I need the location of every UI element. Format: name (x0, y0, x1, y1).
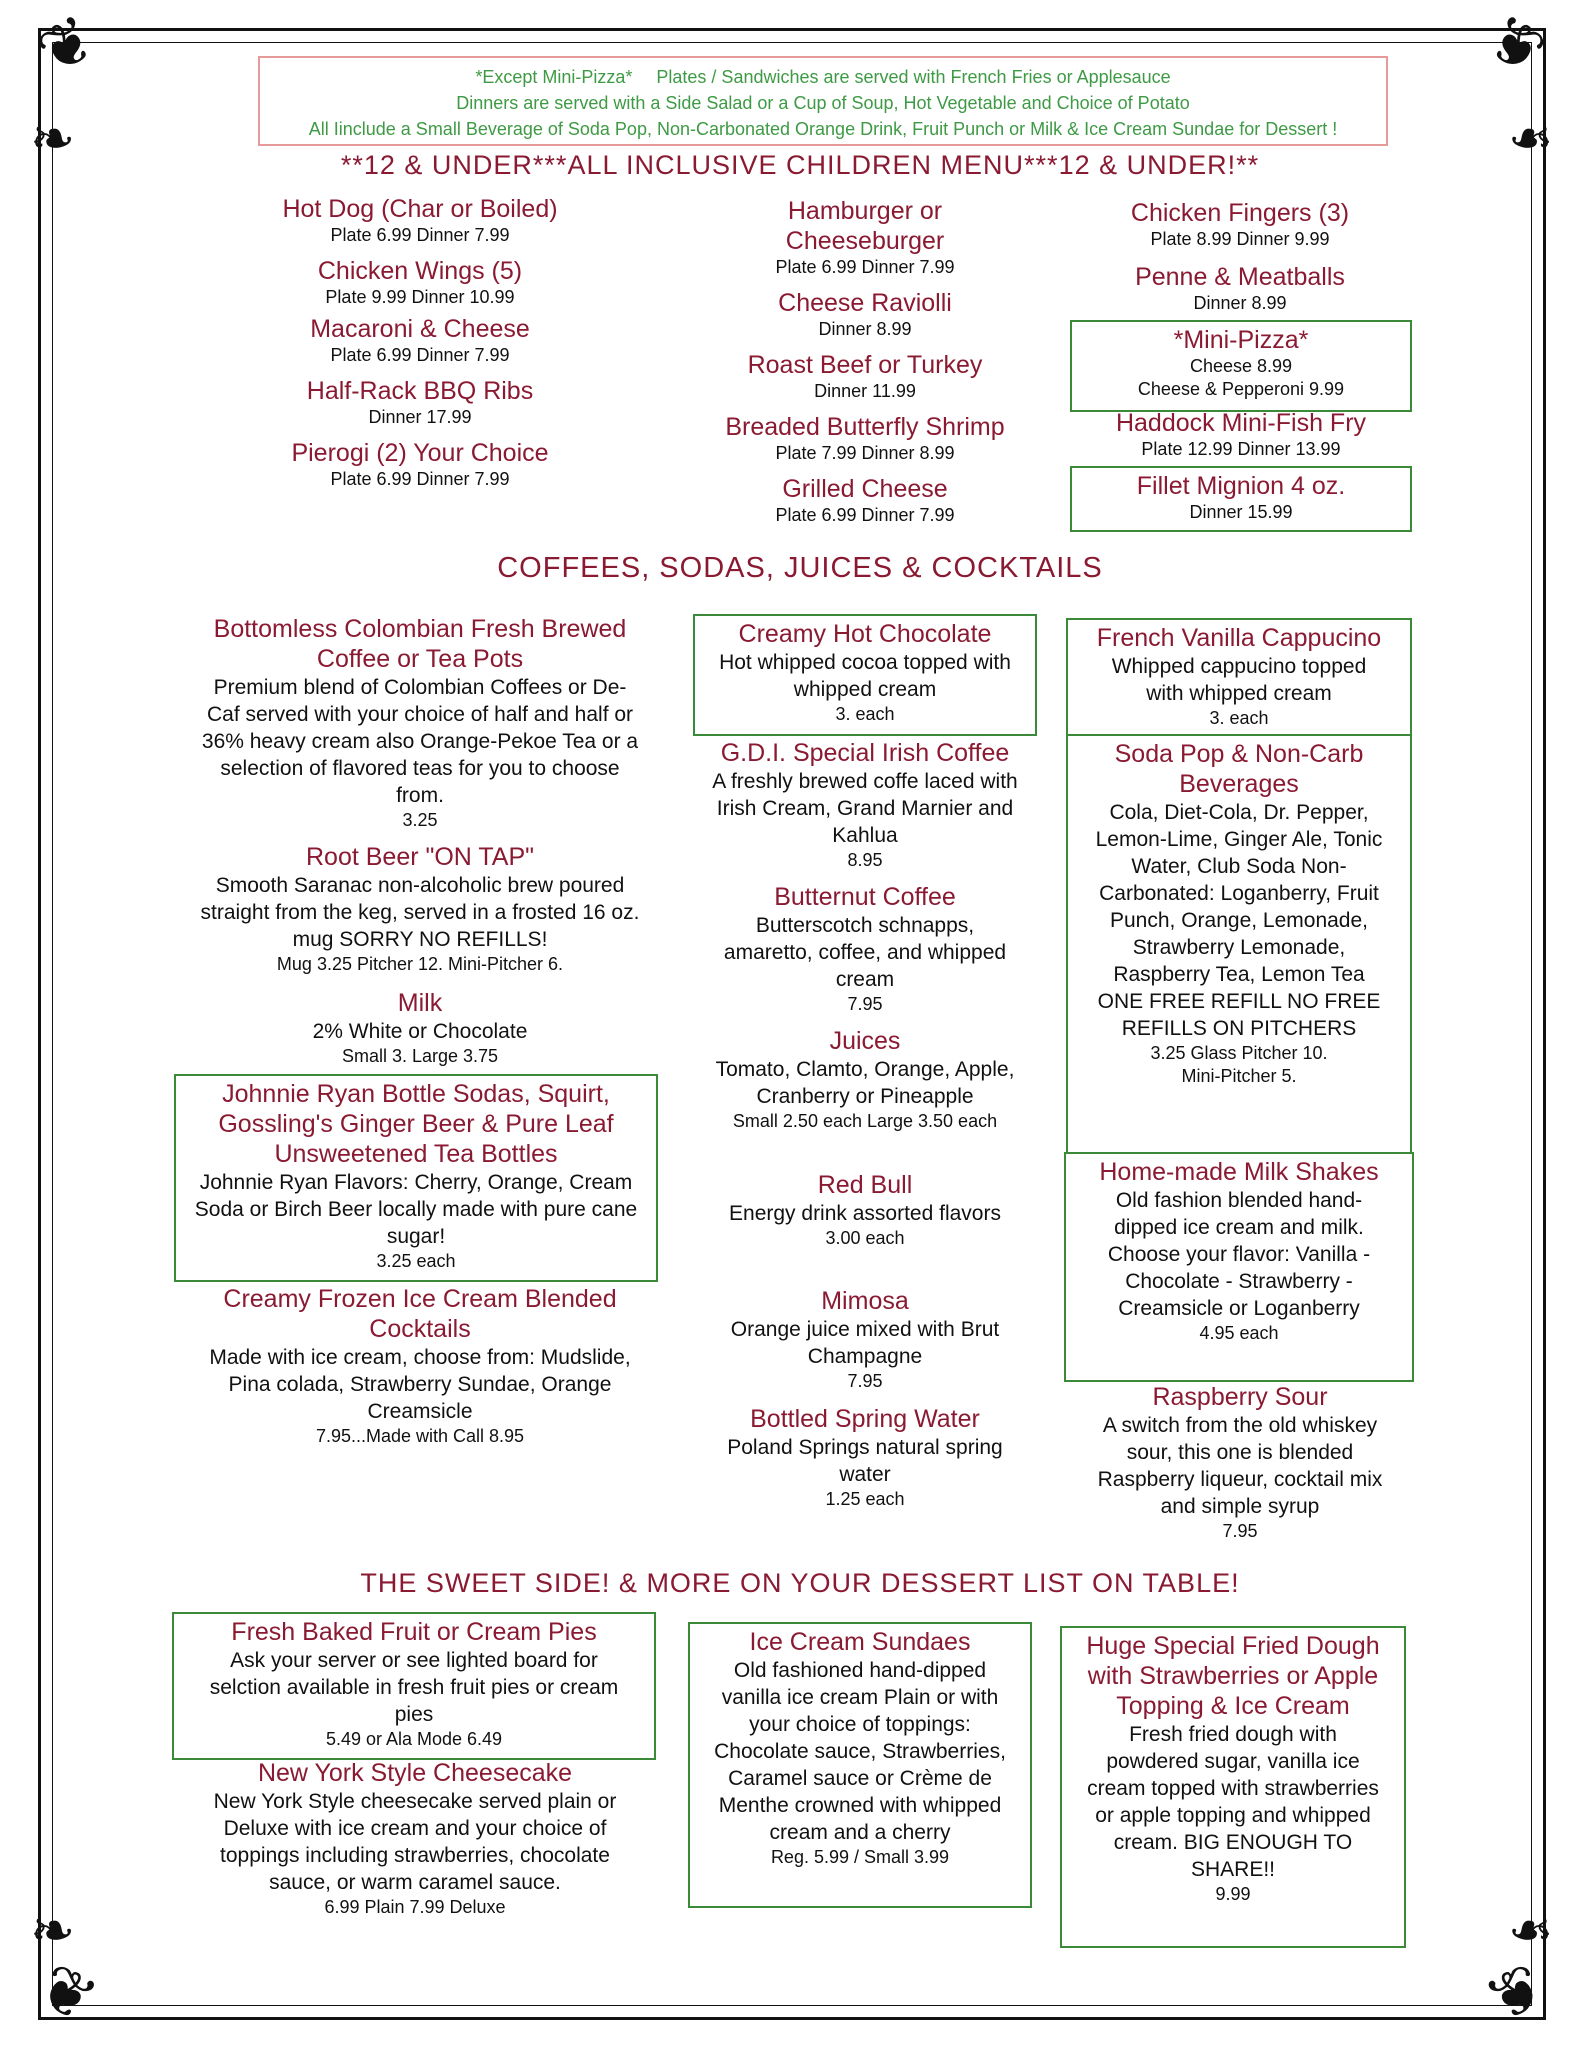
notice-line: *Except Mini-Pizza* (475, 67, 633, 87)
item-price: 3. each (835, 704, 895, 724)
item-description: A freshly brewed coffe laced with Irish Cream, Grand Marnier and Kahlua (712, 770, 1018, 847)
item-price: 7.95...Made with Call 8.95 (315, 1426, 525, 1446)
menu-item-boxed (1064, 1152, 1414, 1382)
item-price: 4.95 each (1199, 1323, 1279, 1343)
desserts-heading: THE SWEET SIDE! & MORE ON YOUR DESSERT LIST ON TABLE! (360, 1568, 1240, 1598)
item-name: Milk (397, 989, 443, 1017)
item-name: Grilled Cheese (782, 475, 948, 503)
item-name: Breaded Butterfly Shrimp (725, 413, 1005, 441)
menu-item (250, 438, 590, 491)
item-price: Mug 3.25 Pitcher 12. Mini-Pitcher 6. (276, 954, 564, 974)
item-price: Dinner 17.99 (368, 407, 472, 427)
item-description: Old fashioned hand-dipped vanilla ice cream Plain or with your choice of toppings: Chocolate sauce, Strawberries, Caramel sauce or Crème de Menthe crowned with whipped cream and a cherry (714, 1659, 1006, 1844)
menu-item (1090, 1382, 1390, 1543)
item-name: New York Style Cheesecake (257, 1759, 573, 1787)
item-name: Home-made Milk Shakes (1099, 1158, 1379, 1186)
item-name: Penne & Meatballs (1135, 263, 1345, 291)
item-name: Creamy Hot Chocolate (738, 620, 992, 648)
item-description: Whipped cappucino topped with whipped cream (1111, 655, 1367, 705)
item-price: Plate 6.99 Dinner 7.99 (330, 469, 510, 489)
notice-line: All Iinclude a Small Beverage of Soda Pop, Non-Carbonated Orange Drink, Fruit Punch or Milk & Ice Cream Sundae for Dessert ! (308, 119, 1338, 139)
item-price: Plate 6.99 Dinner 7.99 (330, 225, 510, 245)
menu-item (710, 738, 1020, 872)
menu-item-boxed (1070, 466, 1412, 532)
item-price: Small 2.50 each Large 3.50 each (732, 1111, 998, 1131)
item-name: Bottled Spring Water (750, 1405, 980, 1433)
item-price: 7.95 (847, 1371, 883, 1391)
menu-item (710, 1170, 1020, 1250)
item-description: Tomato, Clamto, Orange, Apple, Cranberry or Pineapple (715, 1058, 1015, 1108)
item-description: Orange juice mixed with Brut Champagne (730, 1318, 1000, 1368)
item-name: Fillet Mignion 4 oz. (1136, 472, 1346, 500)
menu-item-boxed (172, 1612, 656, 1760)
item-description: Hot whipped cocoa topped with whipped cream (719, 651, 1011, 701)
item-name: Cheese Raviolli (778, 289, 952, 317)
item-name: Soda Pop & Non-Carb Beverages (1114, 740, 1364, 798)
flourish-icon: ❧ (1507, 1899, 1553, 1962)
item-price: Plate 9.99 Dinner 10.99 (325, 287, 515, 307)
meal-notice (258, 56, 1388, 146)
item-price: 3.00 each (825, 1228, 905, 1248)
item-description: 2% White or Chocolate (312, 1020, 528, 1043)
menu-item-boxed (688, 1622, 1032, 1908)
item-price: Plate 6.99 Dinner 7.99 (775, 257, 955, 277)
menu-item (200, 1284, 640, 1448)
menu-item-boxed (174, 1074, 658, 1282)
item-description: Butterscotch schnapps, amaretto, coffee, and whipped cream (723, 914, 1007, 991)
item-name: Juices (829, 1027, 901, 1055)
item-name: Raspberry Sour (1152, 1383, 1328, 1411)
menu-item-boxed (1060, 1626, 1406, 1948)
item-description: Johnnie Ryan Flavors: Cherry, Orange, Cream Soda or Birch Beer locally made with pure cane sugar! (194, 1171, 638, 1248)
item-name: Chicken Fingers (3) (1130, 199, 1350, 227)
item-price: 9.99 (1215, 1884, 1251, 1904)
drinks-heading: COFFEES, SODAS, JUICES & COCKTAILS (497, 552, 1103, 584)
notice-line: Plates / Sandwiches are served with French Fries or Applesauce (656, 67, 1171, 87)
menu-item-boxed (1066, 618, 1412, 736)
menu-item-boxed (1070, 320, 1412, 412)
item-price: Dinner 8.99 (1193, 293, 1287, 313)
menu-item (700, 288, 1030, 341)
item-name: Ice Cream Sundaes (749, 1628, 971, 1656)
item-price: 3.25 Glass Pitcher 10. (1150, 1043, 1328, 1063)
item-name: Pierogi (2) Your Choice (291, 439, 549, 467)
item-name: Macaroni & Cheese (310, 315, 530, 343)
item-price: 7.95 (847, 994, 883, 1014)
menu-item (720, 196, 1010, 279)
menu-item (250, 256, 590, 309)
menu-item (700, 350, 1030, 403)
item-price: Dinner 15.99 (1189, 502, 1293, 522)
menu-item (1070, 198, 1410, 251)
item-price: Cheese 8.99 (1189, 356, 1293, 376)
item-description: Premium blend of Colombian Coffees or De-Caf served with your choice of half and half or 36% heavy cream also Orange-Pekoe Tea or a selection of flavored teas for you to choose from. (201, 676, 639, 807)
menu-item (710, 882, 1020, 1016)
item-price: 8.95 (847, 850, 883, 870)
item-price: 6.99 Plain 7.99 Deluxe (324, 1897, 506, 1917)
item-price: Small 3. Large 3.75 (341, 1046, 499, 1066)
item-description: Old fashion blended hand-dipped ice cream and milk. Choose your flavor: Vanilla - Chocolate - Strawberry - Creamsicle or Loganberry (1107, 1189, 1371, 1320)
menu-item (190, 1758, 640, 1919)
menu-item (200, 614, 640, 832)
item-price: Reg. 5.99 / Small 3.99 (770, 1847, 950, 1867)
item-price: Plate 6.99 Dinner 7.99 (330, 345, 510, 365)
flourish-icon: ❦ (1474, 0, 1558, 92)
item-name: Root Beer "ON TAP" (305, 843, 534, 871)
item-name: Huge Special Fried Dough with Strawberries or Apple Topping & Ice Cream (1086, 1632, 1380, 1720)
item-name: Half-Rack BBQ Ribs (306, 377, 534, 405)
item-description: New York Style cheesecake served plain or Deluxe with ice cream and your choice of toppings including strawberries, chocolate sauce, or warm caramel sauce. (213, 1790, 617, 1894)
menu-item (690, 412, 1040, 465)
item-name: Red Bull (817, 1171, 913, 1199)
kids-menu-heading: **12 & UNDER***ALL INCLUSIVE CHILDREN MENU***12 & UNDER!** (340, 150, 1260, 180)
item-description: Cola, Diet-Cola, Dr. Pepper, Lemon-Lime, Ginger Ale, Tonic Water, Club Soda Non-Carbonated: Loganberry, Fruit Punch, Orange, Lemonade, Strawberry Lemonade, Raspberry Tea, Lemon Tea ONE FREE REFILL NO FREE REFILLS ON PITCHERS (1095, 801, 1383, 1040)
item-price: 1.25 each (825, 1489, 905, 1509)
item-name: Roast Beef or Turkey (747, 351, 983, 379)
item-name: Butternut Coffee (774, 883, 956, 911)
item-name: Hot Dog (Char or Boiled) (282, 195, 558, 223)
item-description: Made with ice cream, choose from: Mudslide, Pina colada, Strawberry Sundae, Orange Creamsicle (209, 1346, 631, 1423)
menu-item (710, 1404, 1020, 1511)
flourish-icon: ❦ (25, 1948, 109, 2040)
item-price: Dinner 8.99 (818, 319, 912, 339)
item-name: Mimosa (821, 1287, 909, 1315)
flourish-icon: ❧ (30, 1899, 76, 1962)
item-name: French Vanilla Cappucino (1096, 624, 1382, 652)
item-name: Bottomless Colombian Fresh Brewed Coffee or Tea Pots (213, 615, 627, 673)
item-name: Creamy Frozen Ice Cream Blended Cocktails (223, 1285, 617, 1343)
flourish-icon: ❧ (30, 107, 76, 170)
item-name: *Mini-Pizza* (1173, 326, 1309, 354)
menu-item-boxed (1066, 734, 1412, 1154)
item-description: A switch from the old whiskey sour, this one is blended Raspberry liqueur, cocktail mix and simple syrup (1097, 1414, 1383, 1518)
item-price: 5.49 or Ala Mode 6.49 (325, 1729, 503, 1749)
menu-item (250, 376, 590, 429)
flourish-icon: ❦ (1474, 1948, 1558, 2040)
flourish-icon: ❧ (1507, 107, 1553, 170)
item-price: Plate 7.99 Dinner 8.99 (775, 443, 955, 463)
menu-item (250, 314, 590, 367)
item-description: Smooth Saranac non-alcoholic brew poured straight from the keg, served in a frosted 16 oz. mug SORRY NO REFILLS! (200, 874, 640, 951)
item-price: 3.25 (402, 810, 438, 830)
menu-item (710, 1286, 1020, 1393)
item-name: Fresh Baked Fruit or Cream Pies (231, 1618, 597, 1646)
flourish-icon: ❦ (25, 0, 109, 92)
item-price: 3. each (1209, 708, 1269, 728)
item-price: Dinner 11.99 (814, 381, 916, 401)
menu-item (200, 988, 640, 1068)
item-description: Energy drink assorted flavors (729, 1202, 1001, 1225)
menu-item-boxed (693, 614, 1037, 736)
item-name: Haddock Mini-Fish Fry (1115, 409, 1367, 437)
item-price: 7.95 (1222, 1521, 1258, 1541)
item-name: Chicken Wings (5) (317, 257, 523, 285)
item-price: Mini-Pitcher 5. (1181, 1066, 1297, 1086)
menu-item (1070, 408, 1412, 461)
item-name: Hamburger or Cheeseburger (785, 197, 945, 255)
item-name: G.D.I. Special Irish Coffee (720, 739, 1010, 767)
menu-item (200, 842, 640, 976)
item-price: Cheese & Pepperoni 9.99 (1137, 379, 1345, 399)
item-description: Fresh fried dough with powdered sugar, vanilla ice cream topped with strawberries or apple topping and whipped cream. BIG ENOUGH TO SHARE!! (1087, 1723, 1379, 1881)
item-price: Plate 8.99 Dinner 9.99 (1150, 229, 1330, 249)
menu-item (1070, 262, 1410, 315)
item-name: Johnnie Ryan Bottle Sodas, Squirt, Gossling's Ginger Beer & Pure Leaf Unsweetened Tea Bottles (218, 1080, 614, 1168)
notice-line: Dinners are served with a Side Salad or a Cup of Soup, Hot Vegetable and Choice of Potato (456, 93, 1190, 113)
menu-item (250, 194, 590, 247)
item-description: Poland Springs natural spring water (727, 1436, 1003, 1486)
item-price: 3.25 each (376, 1251, 456, 1271)
item-price: Plate 12.99 Dinner 13.99 (1141, 439, 1341, 459)
item-price: Plate 6.99 Dinner 7.99 (775, 505, 955, 525)
menu-item (700, 1026, 1030, 1133)
item-description: Ask your server or see lighted board for selction available in fresh fruit pies or cream pies (209, 1649, 619, 1726)
menu-item (700, 474, 1030, 527)
